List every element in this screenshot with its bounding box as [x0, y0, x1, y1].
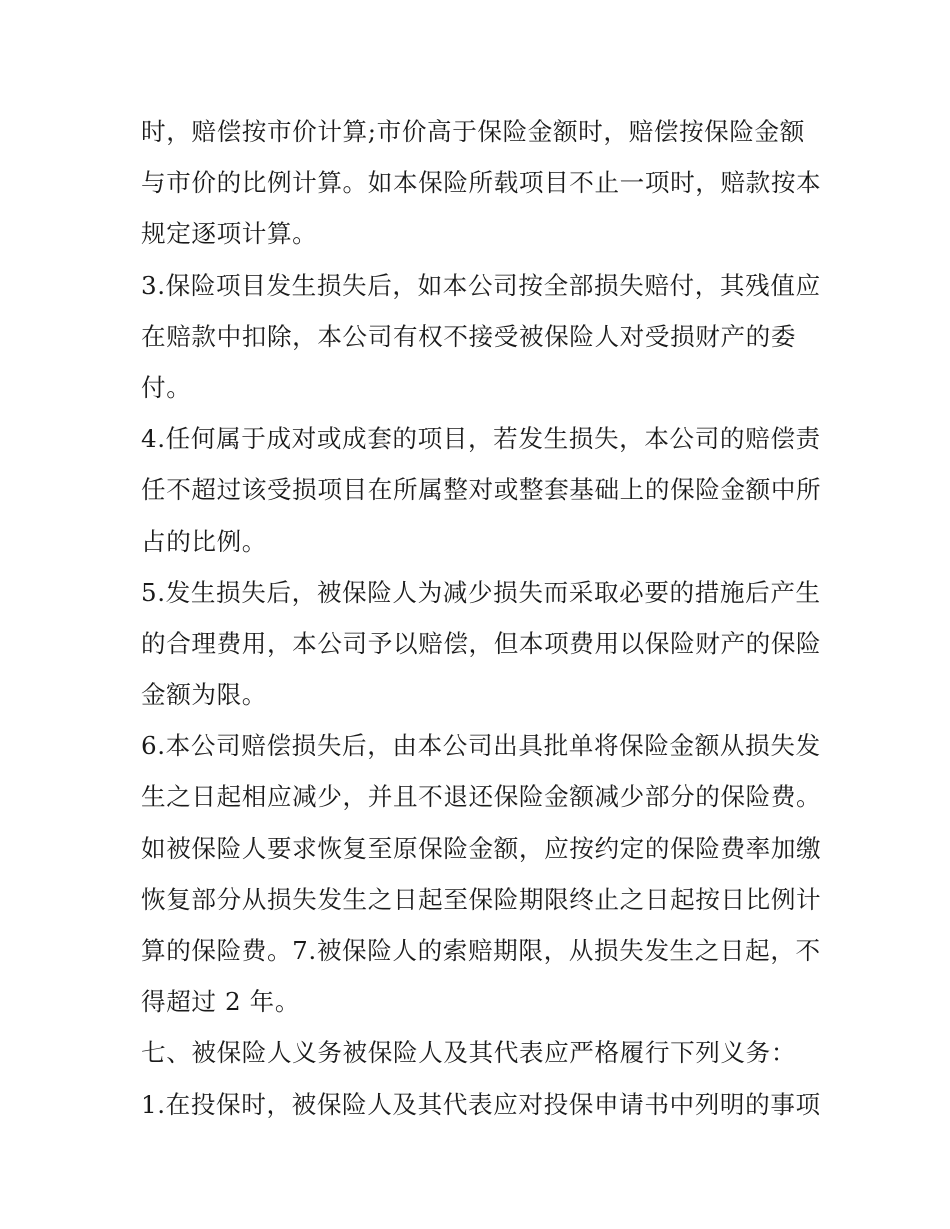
text-line: 规定逐项计算。	[141, 219, 318, 249]
text-line: 算的保险费。7.被保险人的索赔期限，从损失发生之日起，不	[141, 936, 821, 965]
text-line: 得超过 2 年。	[141, 987, 301, 1017]
text-line: 金额为限。	[141, 680, 267, 710]
text-line: 生之日起相应减少，并且不退还保险金额减少部分的保险费。	[141, 782, 822, 812]
text-line: 恢复部分从损失发生之日起至保险期限终止之日起按日比例计	[141, 884, 822, 914]
text-line: 1.在投保时，被保险人及其代表应对投保申请书中列明的事项	[141, 1089, 821, 1119]
text-line: 如被保险人要求恢复至原保险金额，应按约定的保险费率加缴	[141, 833, 822, 863]
text-line: 任不超过该受损项目在所属整对或整套基础上的保险金额中所	[141, 475, 822, 505]
section-heading: 七、被保险人义务被保险人及其代表应严格履行下列义务：	[141, 1038, 797, 1068]
document-body	[141, 106, 821, 1130]
text-line: 占的比例。	[141, 526, 267, 556]
text-line: 4.任何属于成对或成套的项目，若发生损失，本公司的赔偿责	[141, 424, 821, 454]
text-line: 与市价的比例计算。如本保险所载项目不止一项时，赔款按本	[141, 168, 822, 198]
text-line: 的合理费用，本公司予以赔偿，但本项费用以保险财产的保险	[141, 628, 822, 658]
text-line: 时，赔偿按市价计算;市价高于保险金额时，赔偿按保险金额	[141, 117, 805, 146]
text-line: 5.发生损失后，被保险人为减少损失而采取必要的措施后产生	[141, 577, 821, 607]
text-line: 6.本公司赔偿损失后，由本公司出具批单将保险金额从损失发	[141, 731, 821, 761]
text-line: 3.保险项目发生损失后，如本公司按全部损失赔付，其残值应	[141, 270, 821, 300]
text-line: 付。	[141, 372, 192, 402]
text-line: 在赔款中扣除，本公司有权不接受被保险人对受损财产的委	[141, 321, 797, 351]
